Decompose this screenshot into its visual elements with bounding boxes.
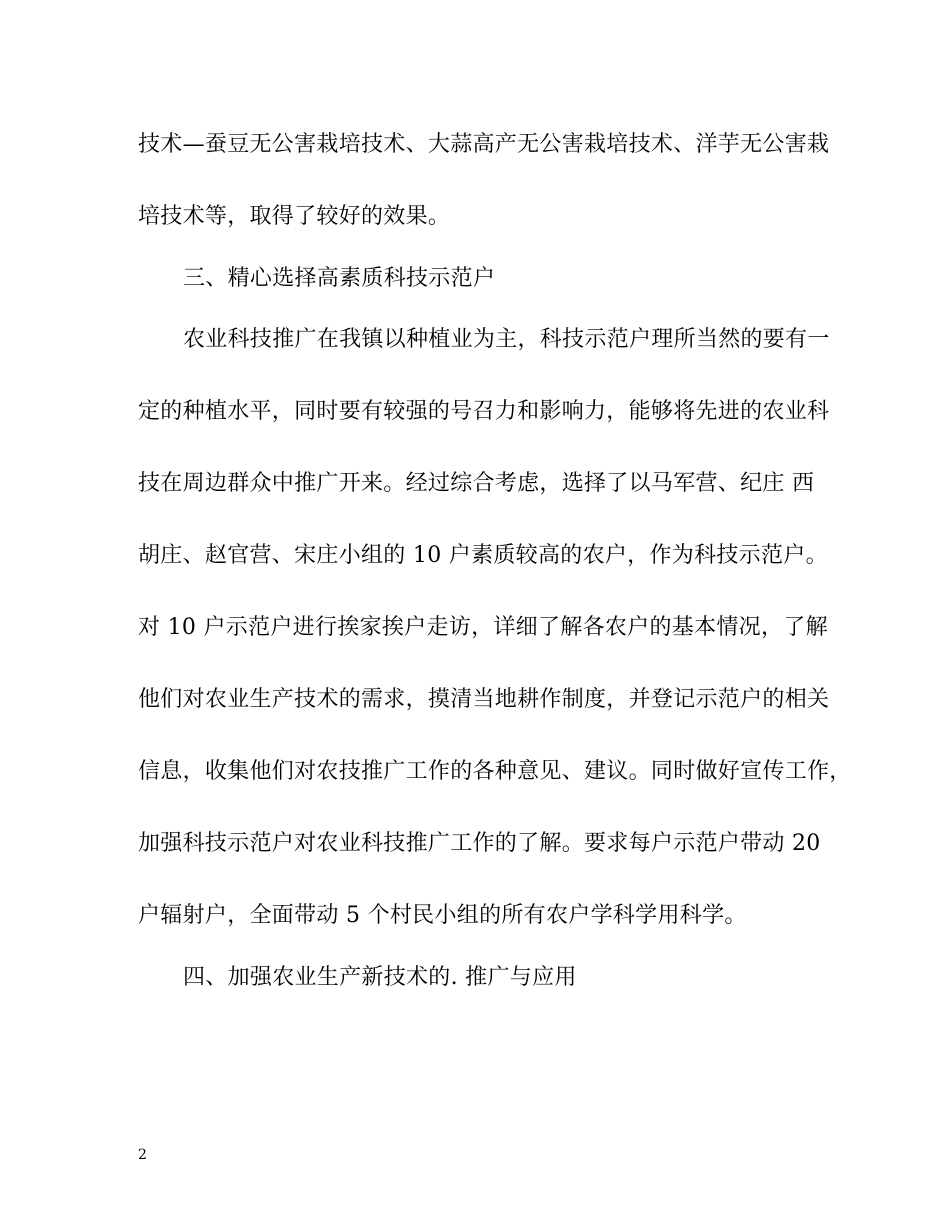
body-text-line: 技在周边群众中推广开来。经过综合考虑，选择了以马军营、纪庄 西 [138,471,815,496]
body-text-line: 户辐射户，全面带动 5 个村民小组的所有农户学科学用科学。 [138,903,747,928]
body-text-line: 定的种植水平，同时要有较强的号召力和影响力，能够将先进的农业科 [138,399,830,424]
body-text-line: 农业科技推广在我镇以种植业为主，科技示范户理所当然的要有一 [183,327,830,352]
body-text-line: 对 10 户示范户进行挨家挨户走访，详细了解各农户的基本情况，了解 [138,615,828,640]
page-number: 2 [138,1147,147,1163]
body-text-line: 技术—蚕豆无公害栽培技术、大蒜高产无公害栽培技术、洋芋无公害栽 [138,132,830,157]
body-text-line: 胡庄、赵官营、宋庄小组的 10 户素质较高的农户，作为科技示范户。 [138,543,828,568]
body-text-line: 培技术等，取得了较好的效果。 [138,204,451,229]
section-heading: 三、精心选择高素质科技示范户 [183,266,496,291]
body-text-line: 加强科技示范户对农业科技推广工作的了解。要求每户示范户带动 20 [138,831,821,856]
section-heading: 四、加强农业生产新技术的. 推广与应用 [183,965,577,990]
body-text-line: 信息，收集他们对农技推广工作的各种意见、建议。同时做好宣传工作， [138,759,852,784]
body-text-line: 他们对农业生产技术的需求，摸清当地耕作制度，并登记示范户的相关 [138,687,830,712]
